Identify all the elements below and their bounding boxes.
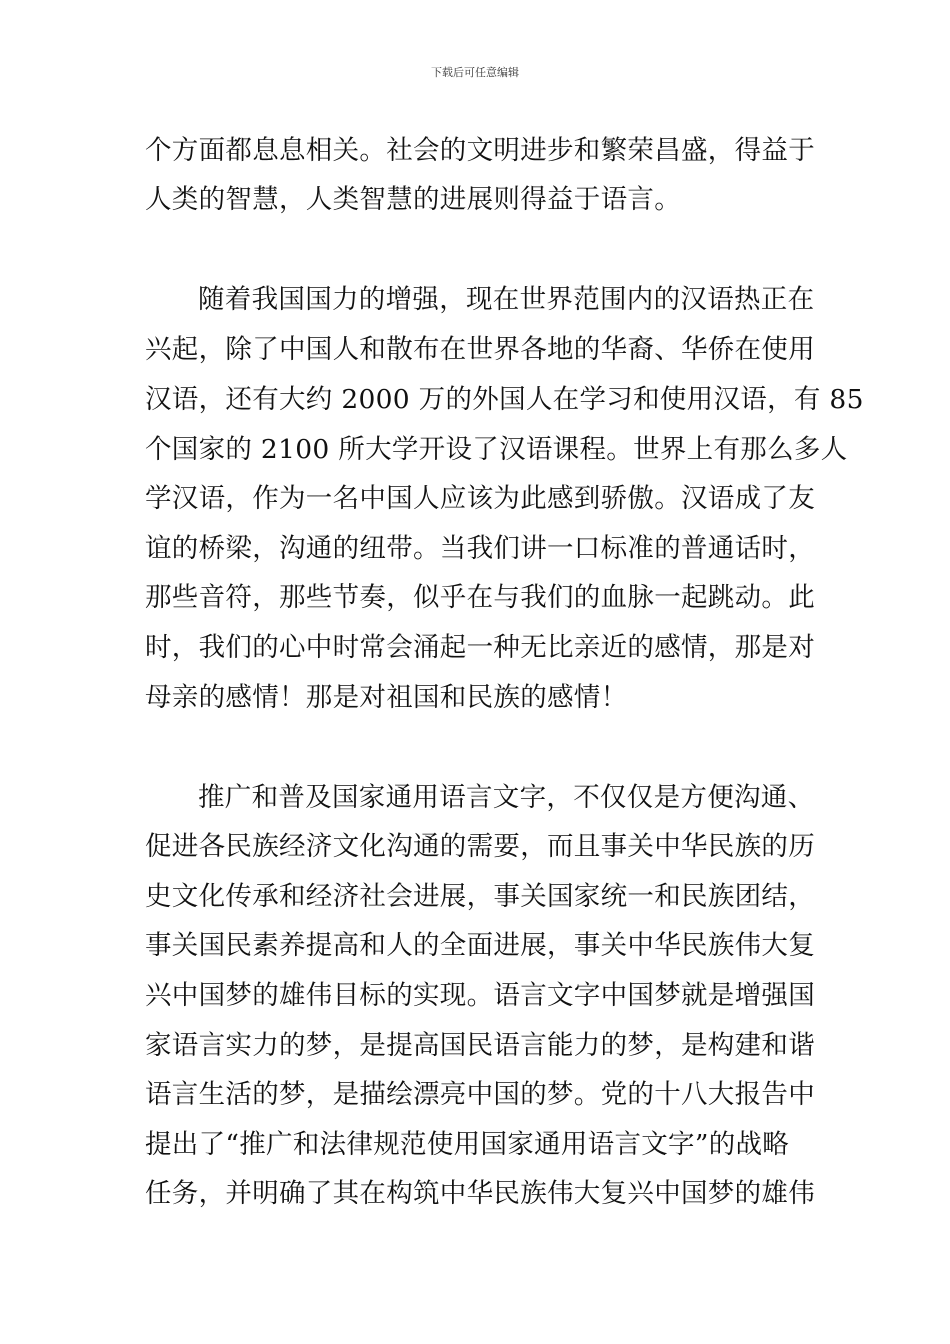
paragraph-3-line-8: 提出了“推广和法律规范使用国家通用语言文字”的战略	[145, 1129, 790, 1160]
paragraph-3-line-1: 推广和普及国家通用语言文字，不仅仅是方便沟通、	[198, 782, 815, 813]
paragraph-2-line-3: 汉语，还有大约 2000 万的外国人在学习和使用汉语，有 85	[145, 384, 864, 415]
paragraph-3-line-9: 任务，并明确了其在构筑中华民族伟大复兴中国梦的雄伟	[145, 1178, 815, 1209]
paragraph-2-line-7: 那些音符，那些节奏，似乎在与我们的血脉一起跳动。此	[145, 582, 815, 613]
paragraph-3-line-5: 兴中国梦的雄伟目标的实现。语言文字中国梦就是增强国	[145, 980, 815, 1011]
paragraph-2-line-9: 母亲的感情！那是对祖国和民族的感情！	[145, 682, 628, 713]
paragraph-2-line-4: 个国家的 2100 所大学开设了汉语课程。世界上有那么多人	[145, 434, 848, 465]
paragraph-3-line-7: 语言生活的梦，是描绘漂亮中国的梦。党的十八大报告中	[145, 1079, 815, 1110]
paragraph-3-line-2: 促进各民族经济文化沟通的需要，而且事关中华民族的历	[145, 831, 815, 862]
paragraph-3-line-4: 事关国民素养提高和人的全面进展，事关中华民族伟大复	[145, 930, 815, 961]
paragraph-3-line-3: 史文化传承和经济社会进展，事关国家统一和民族团结，	[145, 881, 815, 912]
paragraph-2-line-6: 谊的桥梁，沟通的纽带。当我们讲一口标准的普通话时，	[145, 533, 815, 564]
paragraph-1-line-1: 个方面都息息相关。社会的文明进步和繁荣昌盛，得益于	[145, 135, 815, 166]
paragraph-2-line-5: 学汉语，作为一名中国人应该为此感到骄傲。汉语成了友	[145, 483, 815, 514]
header-note: 下载后可任意编辑	[431, 66, 519, 79]
paragraph-3-line-6: 家语言实力的梦，是提高国民语言能力的梦，是构建和谐	[145, 1030, 815, 1061]
paragraph-2-line-1: 随着我国国力的增强，现在世界范围内的汉语热正在	[198, 284, 815, 315]
paragraph-2-line-8: 时，我们的心中时常会涌起一种无比亲近的感情，那是对	[145, 632, 815, 663]
paragraph-2-line-2: 兴起，除了中国人和散布在世界各地的华裔、华侨在使用	[145, 334, 815, 365]
paragraph-1-line-2: 人类的智慧，人类智慧的进展则得益于语言。	[145, 184, 681, 215]
